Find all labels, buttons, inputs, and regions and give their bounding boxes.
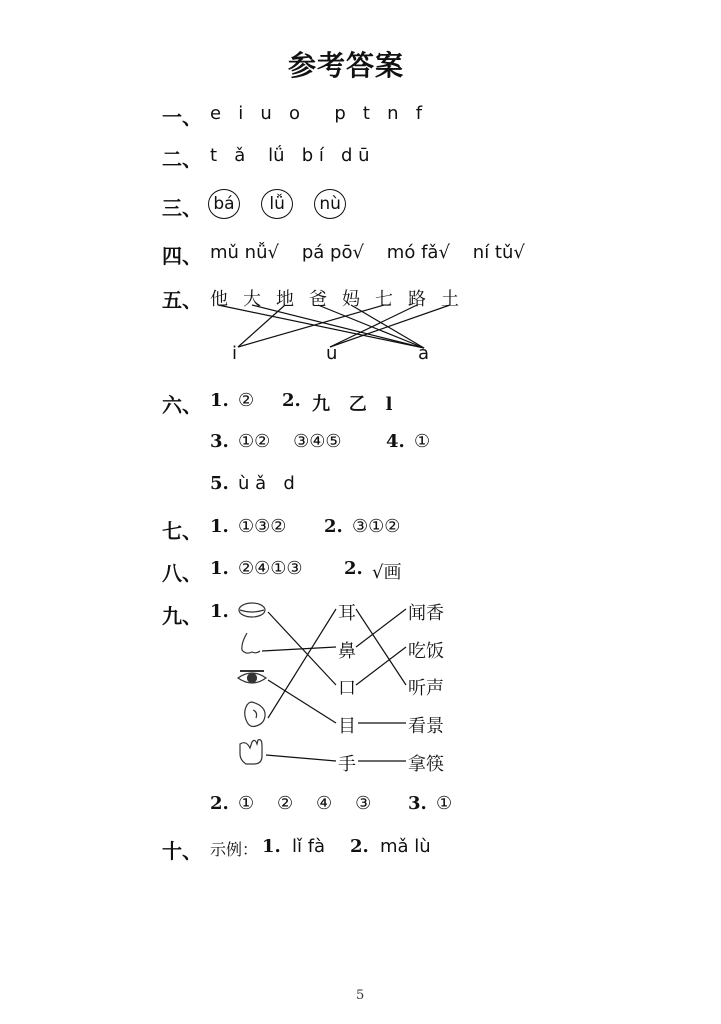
- q7-sub1-answer: ①③②: [238, 516, 287, 537]
- q9-sub2-answer: ① ② ④ ③: [238, 793, 372, 814]
- q4-number: 四、: [162, 244, 202, 268]
- q5-vowel: a: [418, 343, 430, 364]
- circled-syllable: nù: [314, 189, 346, 219]
- q6-number: 六、: [162, 393, 202, 417]
- q5-char: 土: [441, 289, 459, 310]
- q1-answer: e i u o p t n f: [210, 103, 423, 124]
- q6-sub4-answer: ①: [414, 431, 431, 452]
- q6-sub2-answer: 九 乙 l: [312, 394, 393, 415]
- q10-sub2-answer: mǎ lù: [380, 836, 431, 857]
- q9-sub3-answer: ①: [436, 793, 453, 814]
- q7-number: 七、: [162, 519, 202, 543]
- q5-char: 路: [408, 289, 426, 310]
- page-title: 参考答案: [288, 49, 405, 82]
- q8-sub2-number: 2.: [344, 558, 363, 579]
- q9-sub2-number: 2.: [210, 793, 229, 814]
- match-line: [356, 647, 406, 685]
- page-number: 5: [356, 988, 365, 1003]
- match-line: [318, 305, 424, 348]
- q9-match-lines: [262, 609, 406, 761]
- q6-sub1-answer: ②: [238, 390, 255, 411]
- q5-char: 七: [375, 289, 393, 310]
- q5-char: 地: [276, 289, 294, 310]
- q5-char: 妈: [342, 289, 360, 310]
- q9-organ: 耳: [338, 603, 356, 624]
- q6-sub4-number: 4.: [386, 431, 405, 452]
- q8-sub2-answer: √画: [372, 562, 402, 583]
- q8-number: 八、: [162, 561, 202, 585]
- q6-sub3-answer: ①② ③④⑤: [238, 431, 342, 452]
- circled-syllable: bá: [208, 189, 240, 219]
- q5-number: 五、: [162, 288, 202, 312]
- q2-number: 二、: [162, 147, 202, 171]
- q7-sub2-answer: ③①②: [352, 516, 401, 537]
- q9-action: 吃饭: [408, 641, 444, 662]
- match-line: [218, 305, 424, 348]
- q9-action: 闻香: [408, 603, 444, 624]
- q2-answer: t ǎ lǘ b í d ū: [210, 145, 370, 166]
- q5-char: 爸: [309, 289, 327, 310]
- q9-pictograms: [238, 603, 266, 764]
- q5-vowel: u: [326, 343, 338, 364]
- q5-char: 他: [210, 289, 228, 310]
- q6-sub1-number: 1.: [210, 390, 229, 411]
- q7-sub2-number: 2.: [324, 516, 343, 537]
- nose-icon: [242, 633, 260, 653]
- hand-icon: [240, 740, 262, 764]
- match-line: [330, 305, 417, 347]
- circled-syllable: lǚ: [261, 189, 293, 219]
- q9-action: 拿筷: [408, 754, 444, 775]
- q9-organ: 鼻: [338, 641, 356, 662]
- q9-organ: 口: [338, 678, 356, 699]
- q8-sub1-number: 1.: [210, 558, 229, 579]
- q5-char: 大: [243, 289, 261, 310]
- mouth-icon: [239, 603, 265, 617]
- q10-sub1-number: 1.: [262, 836, 281, 857]
- match-line: [262, 647, 336, 651]
- q10-prefix: 示例：: [210, 840, 259, 859]
- q9-organ: 目: [338, 716, 356, 737]
- q8-sub1-answer: ②④①③: [238, 558, 303, 579]
- q9-sub3-number: 3.: [408, 793, 427, 814]
- q5-match-lines: [218, 305, 450, 348]
- q9-action: 听声: [408, 678, 444, 699]
- q3-number: 三、: [162, 196, 202, 220]
- q10-sub2-number: 2.: [350, 836, 369, 857]
- match-line: [356, 609, 406, 685]
- q6-sub2-number: 2.: [282, 390, 301, 411]
- q6-sub5-number: 5.: [210, 473, 229, 494]
- q9-number: 九、: [162, 604, 202, 628]
- q10-number: 十、: [162, 839, 202, 863]
- q5-vowel: i: [232, 343, 238, 364]
- match-line: [238, 305, 384, 347]
- match-line: [356, 609, 406, 647]
- q9-organ: 手: [338, 754, 356, 775]
- q7-sub1-number: 1.: [210, 516, 229, 537]
- q6-sub3-number: 3.: [210, 431, 229, 452]
- q6-sub5-answer: ù ǎ d: [238, 473, 295, 494]
- eye-icon: [238, 671, 266, 683]
- ear-icon: [245, 702, 265, 727]
- q4-answer: mǔ nǚ√ pá pō√ mó fǎ√ ní tǔ√: [210, 242, 525, 263]
- q9-sub1-number: 1.: [210, 601, 229, 622]
- q10-sub1-answer: lǐ fà: [292, 836, 326, 857]
- match-line: [266, 755, 336, 761]
- q9-action: 看景: [408, 716, 444, 737]
- q1-number: 一、: [162, 105, 202, 129]
